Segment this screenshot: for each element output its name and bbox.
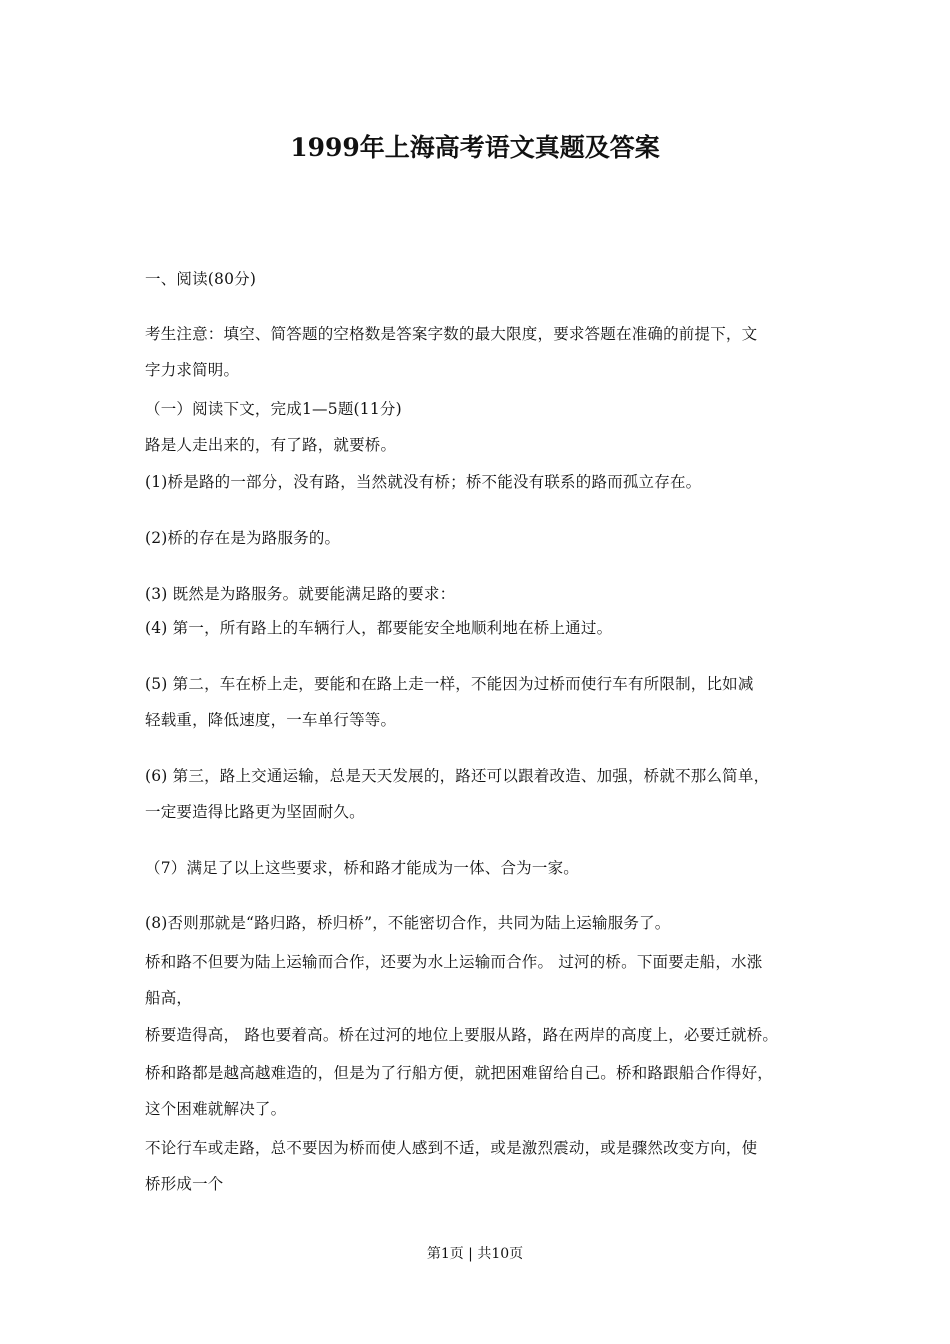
paragraph-line: (6) 第三，路上交通运输，总是天天发展的，路还可以跟着改造、加强，桥就不那么简单， (145, 767, 770, 785)
subsection-heading: （一）阅读下文，完成1—5题(11分) (145, 400, 402, 418)
paragraph-line: (1)桥是路的一部分，没有路，当然就没有桥；桥不能没有联系的路而孤立存在。 (145, 473, 702, 491)
paragraph-line: (4) 第一，所有路上的车辆行人，都要能安全地顺利地在桥上通过。 (145, 619, 613, 637)
paragraph-line: (5) 第二，车在桥上走，要能和在路上走一样，不能因为过桥而使行车有所限制，比如减 (145, 675, 754, 693)
paragraph-line: 桥和路不但要为陆上运输而合作，还要为水上运输而合作。 过河的桥。下面要走船，水涨 (145, 953, 763, 971)
paragraph-line: 这个困难就解决了。 (145, 1100, 287, 1118)
paragraph-line: 桥和路都是越高越难造的，但是为了行船方便，就把困难留给自己。桥和路跟船合作得好， (145, 1064, 774, 1082)
page-title: 1999年上海高考语文真题及答案 (290, 133, 660, 162)
paragraph-line: 桥要造得高， 路也要着高。桥在过河的地位上要服从路，路在两岸的高度上，必要迁就桥。 (145, 1026, 779, 1044)
paragraph-line: (3) 既然是为路服务。就要能满足路的要求： (145, 585, 456, 603)
page-number: 第1页 | 共10页 (426, 1246, 524, 1262)
paragraph-line: 考生注意：填空、简答题的空格数是答案字数的最大限度，要求答题在准确的前提下，文 (145, 325, 758, 343)
paragraph-line: 不论行车或走路，总不要因为桥而使人感到不适，或是激烈震动，或是骤然改变方向，使 (145, 1139, 758, 1157)
paragraph-line: 路是人走出来的，有了路，就要桥。 (145, 436, 397, 454)
paragraph-line: 轻载重，降低速度，一车单行等等。 (145, 711, 397, 729)
paragraph-line: 字力求简明。 (145, 361, 240, 379)
paragraph-line: (2)桥的存在是为路服务的。 (145, 529, 341, 547)
paragraph-line: （7）满足了以上这些要求，桥和路才能成为一体、合为一家。 (145, 859, 579, 877)
paragraph-line: 一定要造得比路更为坚固耐久。 (145, 803, 365, 821)
section-heading: 一、阅读(80分) (145, 270, 257, 288)
paragraph-line: 桥形成一个 (145, 1175, 224, 1193)
paragraph-line: 船高， (145, 989, 193, 1007)
paragraph-line: (8)否则那就是“路归路，桥归桥”，不能密切合作，共同为陆上运输服务了。 (145, 914, 671, 932)
